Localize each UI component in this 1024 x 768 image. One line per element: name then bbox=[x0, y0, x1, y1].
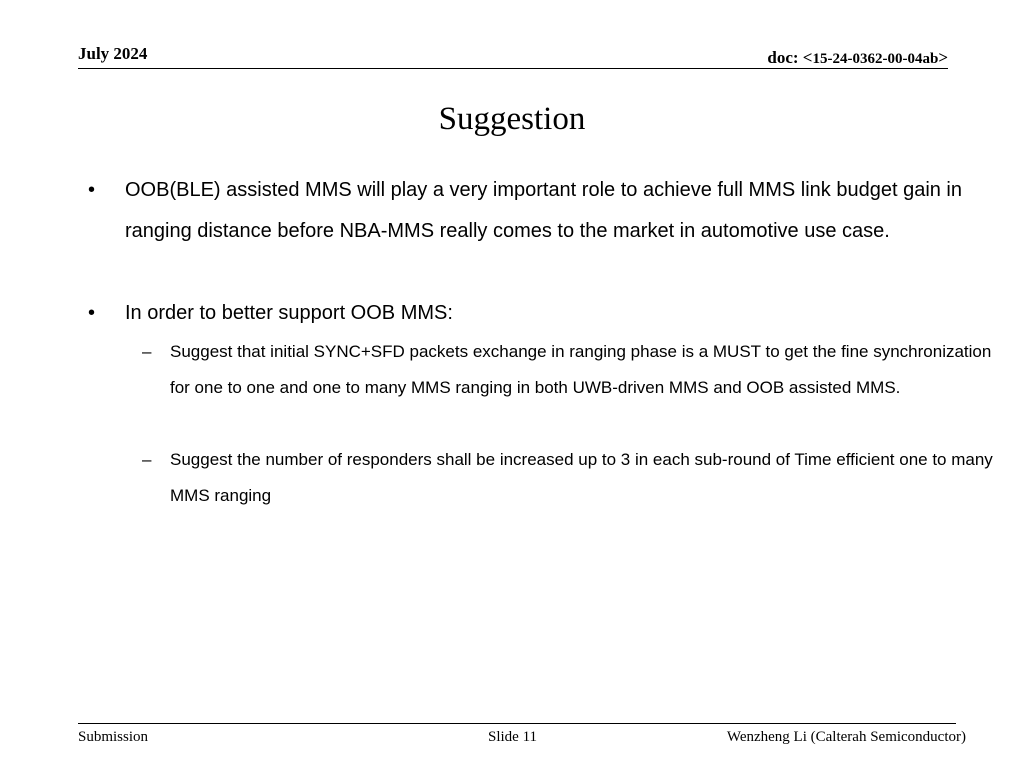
sub-bullet-2-text: Suggest the number of responders shall be increased up to 3 in each sub-round of Time efficient one to many MMS ranging bbox=[170, 450, 993, 505]
footer-submission: Submission bbox=[78, 729, 149, 745]
sub-bullet-2-marker: – bbox=[142, 450, 152, 469]
sub-bullet-1-text: Suggest that initial SYNC+SFD packets exchange in ranging phase is a MUST to get the fine synchronization for one to one and one to many MMS ranging in both UWB-driven MMS and OOB assisted MMS. bbox=[170, 342, 992, 397]
footer-author: Wenzheng Li (Calterah Semiconductor) bbox=[726, 729, 966, 745]
bullet-1-text: OOB(BLE) assisted MMS will play a very important role to achieve full MMS link budget gain in ranging distance before NBA-MMS really comes to the market in automotive use case. bbox=[125, 179, 963, 242]
sub-bullet-1-marker: – bbox=[142, 342, 152, 361]
doc-label: doc: < bbox=[767, 48, 813, 67]
header-doc-id bbox=[767, 48, 948, 68]
header-date: July 2024 bbox=[78, 44, 148, 63]
doc-number: 15-24-0362-00-04ab bbox=[812, 51, 939, 67]
bullet-1-marker: • bbox=[88, 179, 96, 201]
doc-close: > bbox=[938, 48, 948, 67]
footer-slide-number: Slide 11 bbox=[488, 729, 538, 745]
bullet-2-text: In order to better support OOB MMS: bbox=[125, 302, 453, 324]
header-divider bbox=[78, 68, 948, 69]
sub-bullet-1 bbox=[142, 334, 1000, 406]
bullet-2-marker: • bbox=[88, 302, 96, 324]
slide-title: Suggestion bbox=[438, 101, 586, 137]
footer-divider bbox=[78, 723, 956, 724]
bullet-2 bbox=[88, 293, 965, 334]
sub-bullet-2 bbox=[142, 442, 1000, 514]
bullet-1 bbox=[88, 170, 965, 252]
